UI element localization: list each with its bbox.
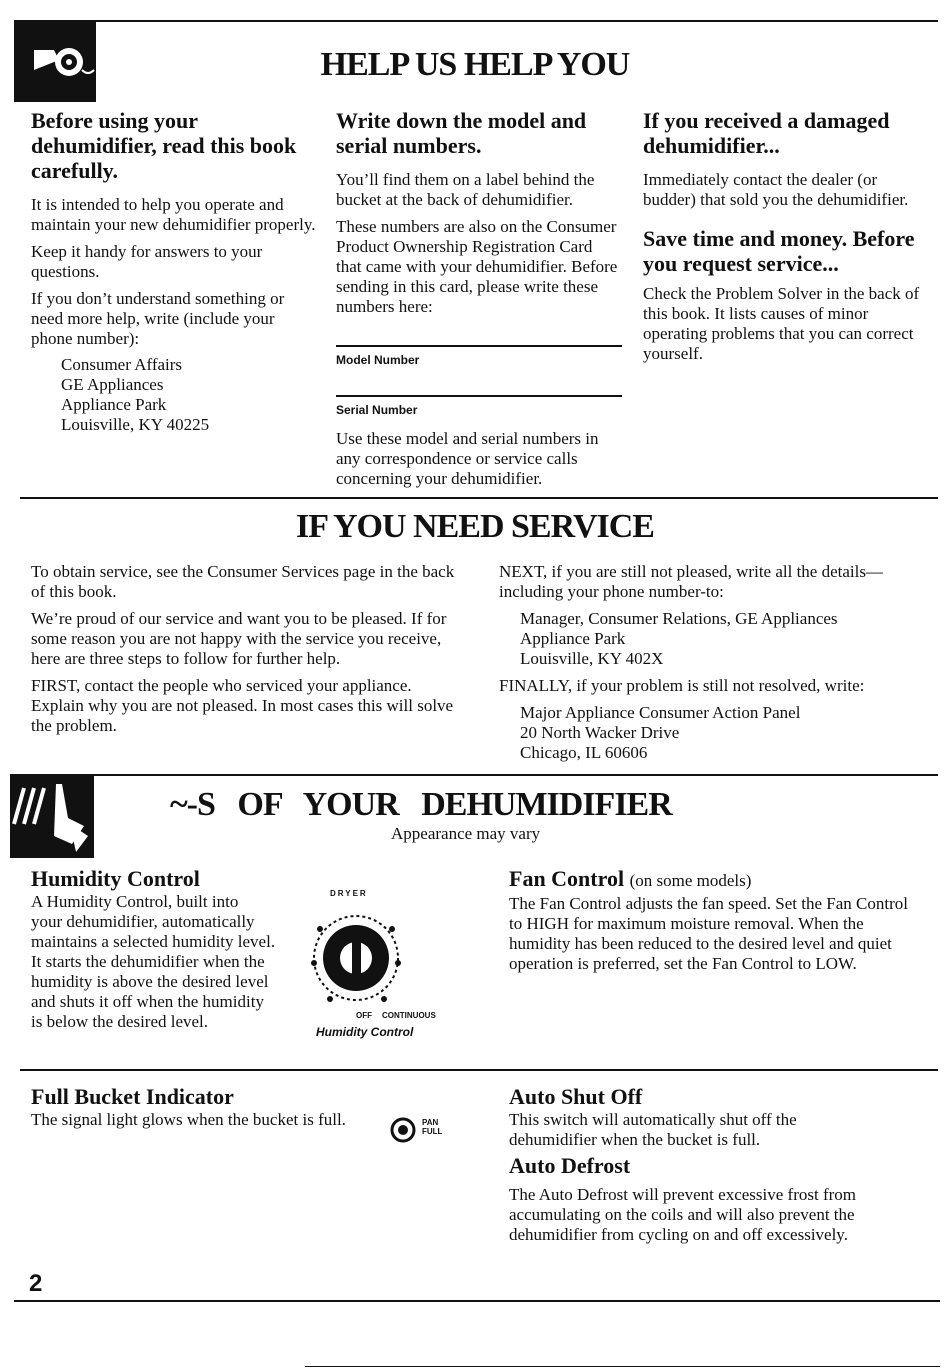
paragraph: FIRST, contact the people who serviced your appliance. Explain why you are not pleased. In most cases this will solve the problem. — [31, 676, 454, 735]
auto-shutoff-heading: Auto Shut Off — [509, 1084, 643, 1109]
address-line: Chicago, IL 60606 — [520, 743, 648, 762]
column-model-serial — [336, 108, 622, 496]
address-line: Appliance Park — [61, 395, 167, 414]
heading-model-serial: Write down the model and serial numbers. — [336, 108, 587, 158]
humidity-line: is below the desired level. — [31, 1012, 209, 1031]
paragraph: If you don’t understand something or need more help, write (include your phone number): — [31, 289, 285, 348]
footer-rule — [14, 1300, 940, 1302]
fan-control-note: (on some models) — [629, 871, 752, 890]
serial-number-field[interactable] — [336, 395, 622, 429]
full-label: FULL — [422, 1127, 443, 1136]
fan-control-title: Fan Control — [509, 866, 625, 891]
paragraph: It is intended to help you operate and maintain your new dehumidifier properly. — [31, 195, 316, 234]
address-line: Louisville, KY 402X — [520, 649, 664, 668]
model-number-field[interactable] — [336, 345, 622, 391]
humidity-line: humidity is above the desired level — [31, 972, 269, 991]
features-title: ~-S OF YOUR DEHUMIDIFIER — [170, 786, 672, 823]
service-right-column — [499, 562, 919, 770]
dial-top-label: DRYER — [330, 889, 368, 898]
paragraph: We’re proud of our service and want you to be pleased. If for some reason you are not happy with the service you receive, here are three steps to follow for further help. — [31, 609, 447, 668]
help-icon — [14, 20, 96, 102]
paragraph: Immediately contact the dealer (or budder) that sold you the dehumidifier. — [643, 170, 909, 209]
paragraph: To obtain service, see the Consumer Services page in the back of this book. — [31, 562, 455, 601]
paragraph: You’ll find them on a label behind the bucket at the back of dehumidifier. — [336, 170, 595, 209]
pan-label: PAN — [422, 1118, 439, 1127]
heading-before-using: Before using your dehumidifier, read this book carefully. — [31, 108, 297, 183]
paragraph: Use these model and serial numbers in any correspondence or service calls concerning your dehumidifier. — [336, 429, 599, 488]
address-line: Consumer Affairs — [61, 355, 183, 374]
column-damaged — [643, 108, 928, 371]
humidity-dial[interactable] — [300, 889, 450, 1043]
paragraph: This switch will automatically shut off the dehumidifier when the bucket is full. — [509, 1110, 797, 1149]
auto-shutoff-block — [509, 1084, 899, 1252]
fan-control-block — [509, 866, 909, 981]
full-bucket-block — [31, 1084, 451, 1137]
paragraph: The signal light glows when the bucket is full. — [31, 1110, 346, 1129]
humidity-line: and shuts it off when the humidity — [31, 992, 264, 1011]
paragraph: These numbers are also on the Consumer Product Ownership Registration Card that came with your dehumidifier. Before sending in this card, please write these numbers here: — [336, 217, 618, 316]
top-rule — [14, 20, 938, 22]
paragraph: FINALLY, if your problem is still not resolved, write: — [499, 676, 865, 695]
fan-control-heading — [509, 866, 909, 894]
signal-light-icon — [390, 1114, 450, 1144]
model-number-label: Model Number — [336, 353, 420, 367]
heading-damaged: If you received a damaged dehumidifier... — [643, 108, 890, 158]
service-left-column — [31, 562, 463, 743]
dial-off-label: OFF — [356, 1011, 372, 1020]
dial-continuous-label: CONTINUOUS — [382, 1011, 436, 1020]
bottom-thin-rule — [305, 1366, 940, 1367]
humidity-line: A Humidity Control, built into — [31, 892, 239, 911]
address-line: 20 North Wacker Drive — [520, 723, 680, 742]
address-line: GE Appliances — [61, 375, 164, 394]
full-bucket-heading: Full Bucket Indicator — [31, 1084, 234, 1109]
service-title: IF YOU NEED SERVICE — [296, 508, 654, 545]
humidity-line: maintains a selected humidity level. — [31, 932, 276, 951]
page-title: HELP US HELP YOU — [320, 46, 630, 83]
serial-number-label: Serial Number — [336, 403, 418, 417]
column-before-using — [31, 108, 319, 442]
address-line: Louisville, KY 40225 — [61, 415, 210, 434]
dial-caption: Humidity Control — [316, 1025, 414, 1039]
page-number: 2 — [29, 1270, 43, 1297]
paragraph: Check the Problem Solver in the back of this book. It lists causes of minor operating problems that you can correct yourself. — [643, 284, 920, 363]
features-rule — [10, 774, 938, 776]
heading-save-time: Save time and money. Before you request service... — [643, 226, 915, 276]
humidity-line: your dehumidifier, automatically — [31, 912, 255, 931]
hand-pressing-icon — [10, 774, 94, 858]
pan-full-label — [422, 1118, 442, 1136]
paragraph: Keep it handy for answers to your questions. — [31, 242, 263, 281]
paragraph: NEXT, if you are still not pleased, write all the details—including your phone number-to: — [499, 562, 883, 601]
address-line: Appliance Park — [520, 629, 626, 648]
service-rule — [20, 497, 938, 499]
address-line: Major Appliance Consumer Action Panel — [520, 703, 801, 722]
bucket-rule — [20, 1069, 938, 1071]
paragraph: The Fan Control adjusts the fan speed. Set the Fan Control to HIGH for maximum moisture removal. When the humidity has been reduced to the desired level and quiet operation is preferred, set the Fan Control to LOW. — [509, 894, 908, 973]
features-subtitle: Appearance may vary — [391, 824, 541, 843]
paragraph: The Auto Defrost will prevent excessive frost from accumulating on the coils and will also prevent the dehumidifier from cycling on and off excessively. — [509, 1185, 856, 1244]
humidity-line: It starts the dehumidifier when the — [31, 952, 265, 971]
address-line: Manager, Consumer Relations, GE Appliances — [520, 609, 838, 628]
auto-defrost-heading: Auto Defrost — [509, 1153, 631, 1178]
humidity-control-heading: Humidity Control — [31, 866, 200, 891]
